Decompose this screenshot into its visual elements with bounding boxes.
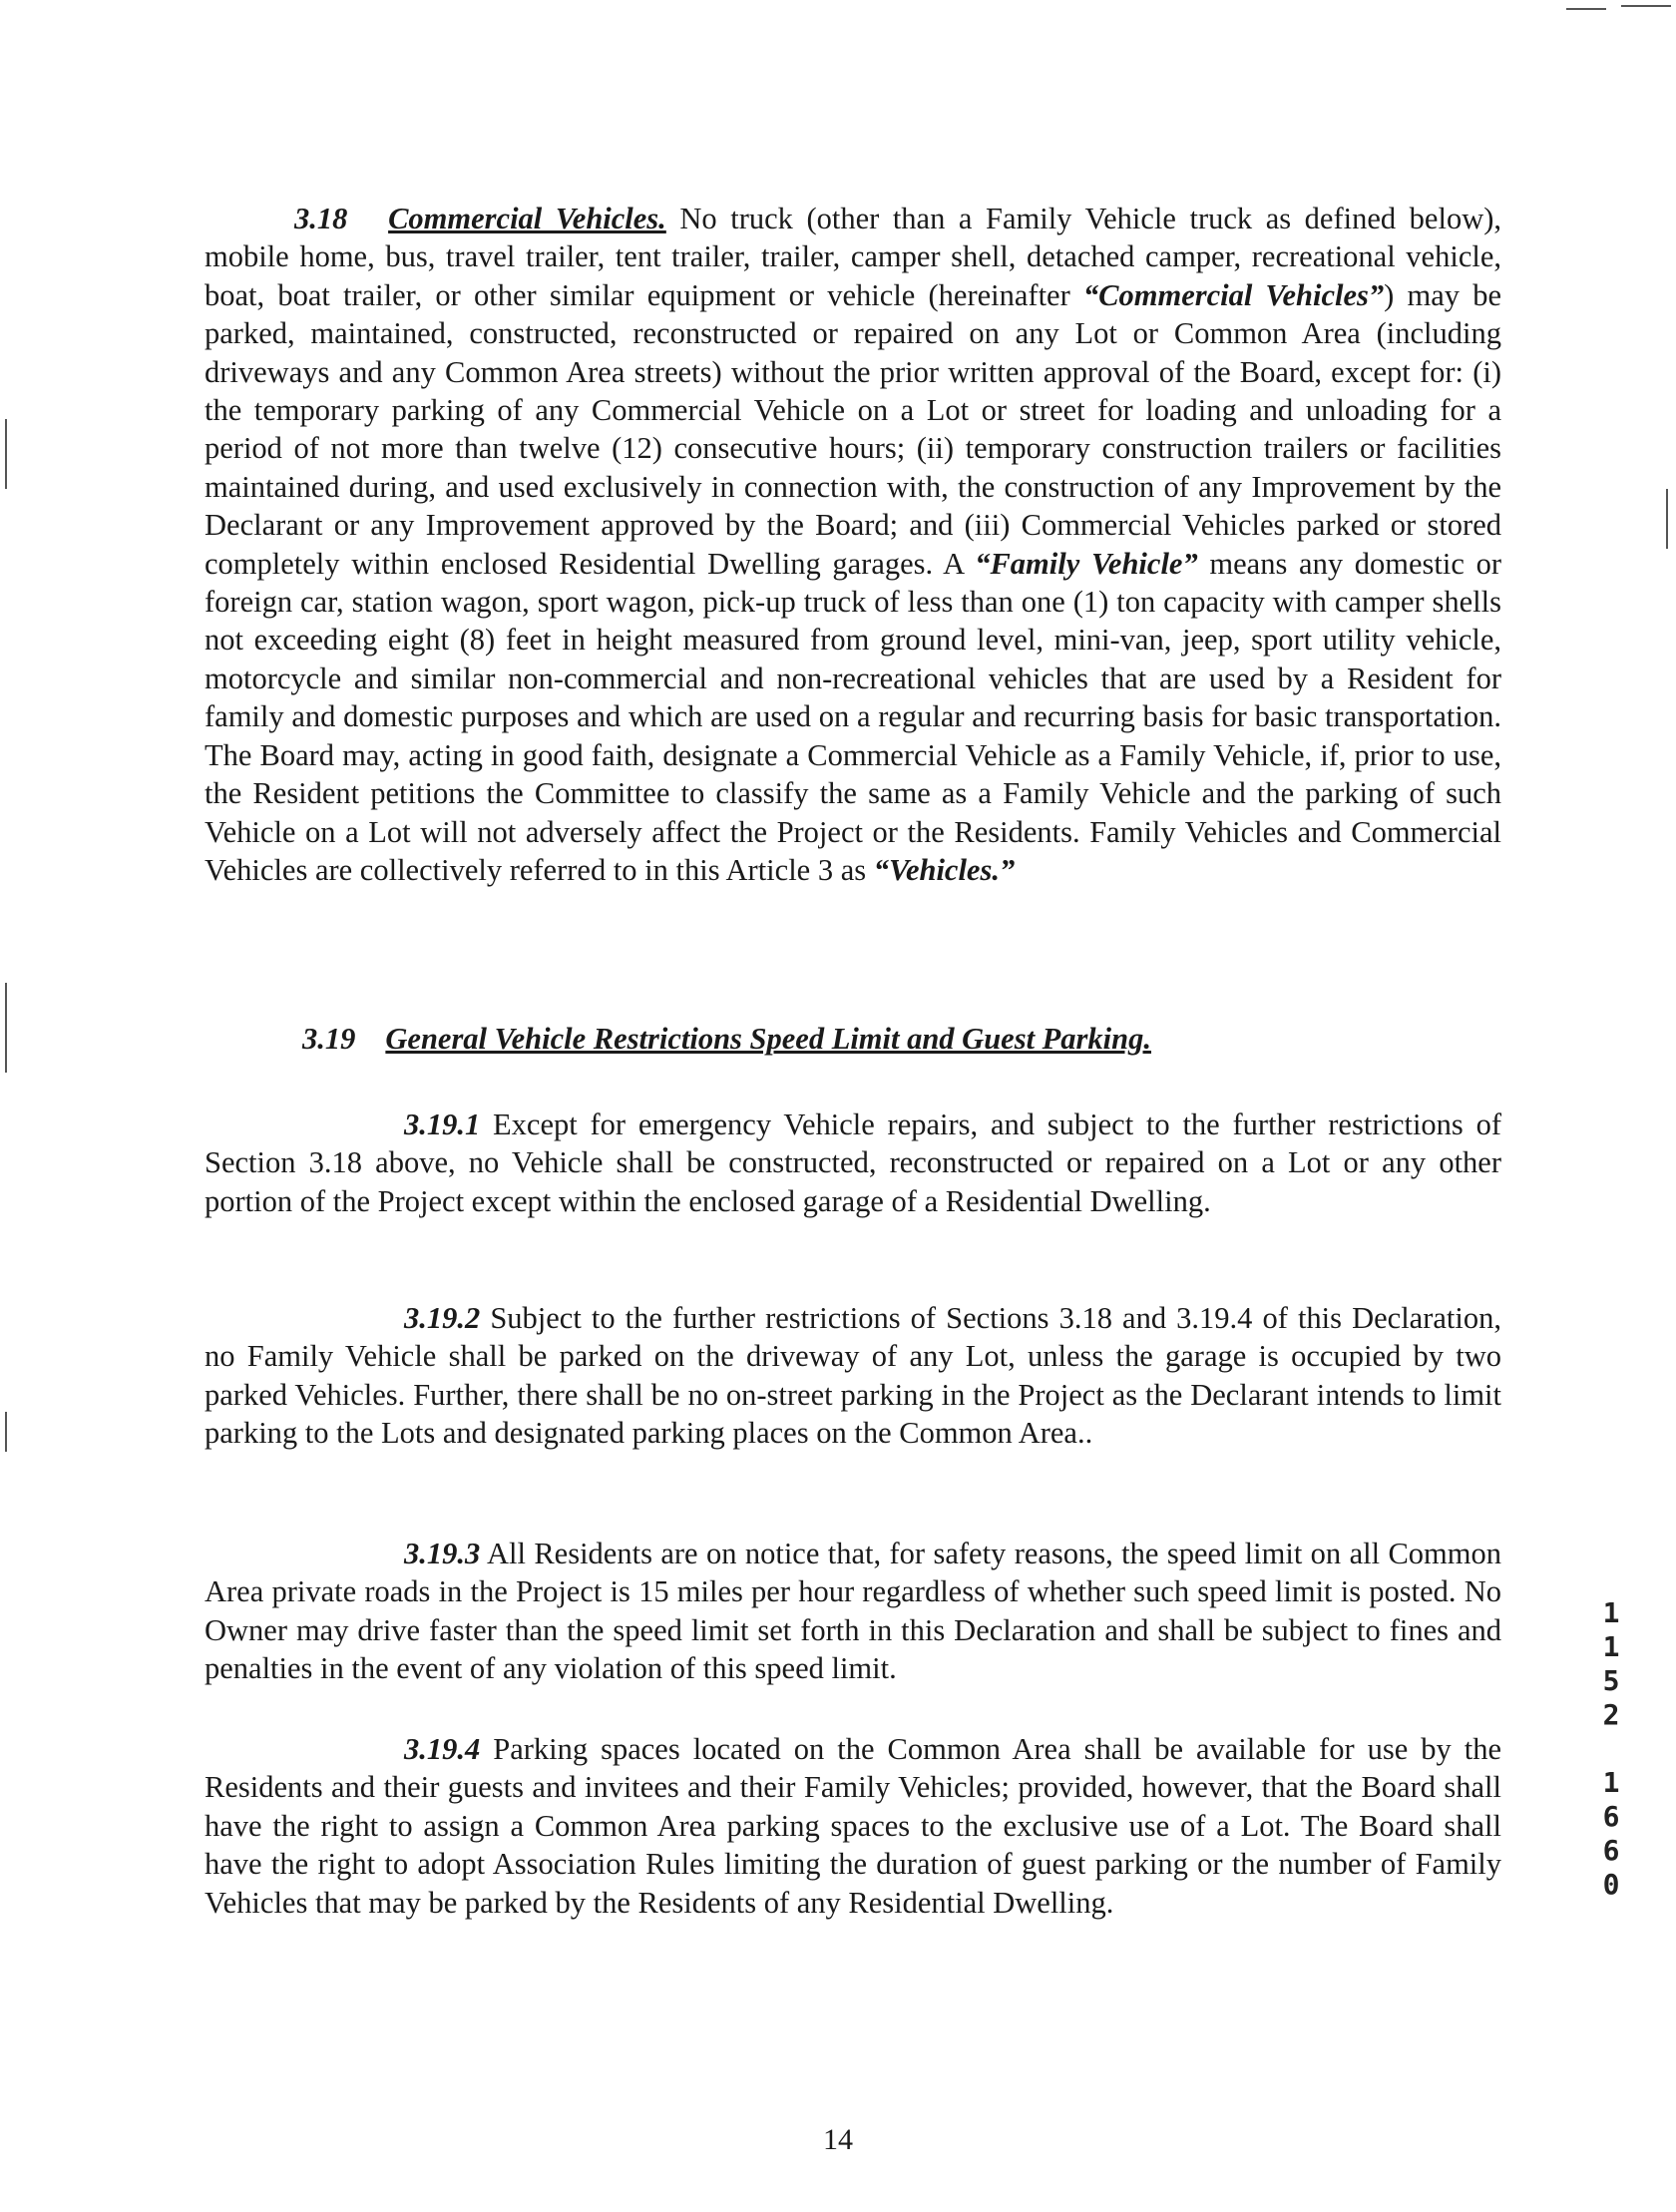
recording-stamp	[1596, 1596, 1626, 1902]
section-body: means any domestic or foreign car, station wagon, sport wagon, pick-up truck of less than one (1) ton capacity with camper shells not exceeding eight (8) feet in height measured from ground level, mini-van, jeep, sport utility vehicle, motorcycle and similar non-commercial and non-recreational vehicles that are used by a Resident for family and domestic purposes and which are used on a regular and recurring basis for basic transportation. The Board may, acting in good faith, designate a Commercial Vehicle as a Family Vehicle, if, prior to use, the Resident petitions the Committee to classify the same as a Family Vehicle and the parking of such Vehicle on a Lot will not adversely affect the Project or the Residents. Family Vehicles and Commercial Vehicles are collectively referred to in this Article 3 as	[205, 546, 1501, 887]
defined-term: “Family Vehicle”	[975, 546, 1198, 581]
defined-term: “Vehicles.”	[873, 852, 1016, 887]
section-title: General Vehicle Restrictions Speed Limit and Guest Parking.	[385, 1022, 1151, 1056]
section-3-19-heading	[302, 1020, 1151, 1058]
subsection-number: 3.19.4	[404, 1732, 481, 1766]
scan-mark	[1621, 5, 1671, 7]
subsection-number: 3.19.1	[404, 1107, 481, 1141]
scan-mark	[5, 983, 7, 1073]
subsection-body: All Residents are on notice that, for safety reasons, the speed limit on all Common Area private roads in the Project is 15 miles per hour regardless of whether such speed limit is posted. No Owner may drive faster than the speed limit set forth in this Declaration and shall be subject to fines and penalties in the event of any violation of this speed limit.	[205, 1537, 1501, 1686]
scan-mark	[5, 1412, 7, 1452]
scan-mark	[5, 419, 7, 489]
subsection-body: Except for emergency Vehicle repairs, and subject to the further restrictions of Section 3.18 above, no Vehicle shall be constructed, reconstructed or repaired on a Lot or any other portion of the Project except within the enclosed garage of a Residential Dwelling.	[205, 1107, 1501, 1218]
stamp-digit: 2	[1602, 1698, 1620, 1731]
section-number: 3.18	[294, 202, 348, 235]
subsection-number: 3.19.2	[404, 1301, 481, 1335]
subsection-number: 3.19.3	[404, 1537, 481, 1570]
stamp-digit: 6	[1602, 1834, 1620, 1867]
subsection-3-19-3	[205, 1535, 1501, 1688]
section-body: No truck (other than a Family Vehicle truck as defined below), mobile home, bus, travel trailer, tent trailer, trailer, camper shell, detached camper, recreational vehicle, boat, boat trailer, or other similar equipment or vehicle (hereinafter	[205, 202, 1502, 312]
subsection-body: Subject to the further restrictions of Sections 3.18 and 3.19.4 of this Declaration, no Family Vehicle shall be parked on the driveway of any Lot, unless the garage is occupied by two parked Vehicles. Further, there shall be no on-street parking in the Project as the Declarant intends to limit parking to the Lots and designated parking places on the Common Area..	[205, 1301, 1501, 1451]
subsection-3-19-2	[205, 1299, 1501, 1453]
section-body: ) may be parked, maintained, constructed, reconstructed or repaired on any Lot or Common Area (including driveways and any Common Area streets) without the prior written approval of the Board, except for: (i) the temporary parking of any Commercial Vehicle on a Lot or street for loading and unloading for a period of not more than twelve (12) consecutive hours; (ii) temporary construction trailers or facilities maintained during, and used exclusively in connection with, the construction of any Improvement by the Declarant or any Improvement approved by the Board; and (iii) Commercial Vehicles parked or stored completely within enclosed Residential Dwelling garages. A	[205, 277, 1501, 581]
section-number: 3.19	[302, 1022, 356, 1056]
section-title: Commercial Vehicles.	[388, 202, 666, 235]
scan-mark	[1666, 489, 1668, 549]
stamp-digit: 1	[1602, 1630, 1620, 1663]
scan-mark	[1566, 8, 1606, 10]
stamp-digit: 5	[1602, 1664, 1620, 1697]
stamp-digit: 6	[1602, 1800, 1620, 1833]
stamp-digit: 1	[1602, 1596, 1620, 1629]
section-3-18-paragraph	[205, 200, 1501, 889]
subsection-3-19-1	[205, 1106, 1501, 1220]
subsection-body: Parking spaces located on the Common Area shall be available for use by the Residents and their guests and invitees and their Family Vehicles; provided, however, that the Board shall have the right to assign a Common Area parking spaces to the exclusive use of a Lot. The Board shall have the right to adopt Association Rules limiting the duration of guest parking or the number of Family Vehicles that may be parked by the Residents of any Residential Dwelling.	[205, 1732, 1501, 1920]
stamp-digit: 1	[1602, 1766, 1620, 1799]
stamp-digit: 0	[1602, 1868, 1620, 1901]
page-number: 14	[823, 2123, 853, 2156]
subsection-3-19-4	[205, 1730, 1501, 1922]
defined-term: “Commercial Vehicles”	[1082, 277, 1385, 312]
